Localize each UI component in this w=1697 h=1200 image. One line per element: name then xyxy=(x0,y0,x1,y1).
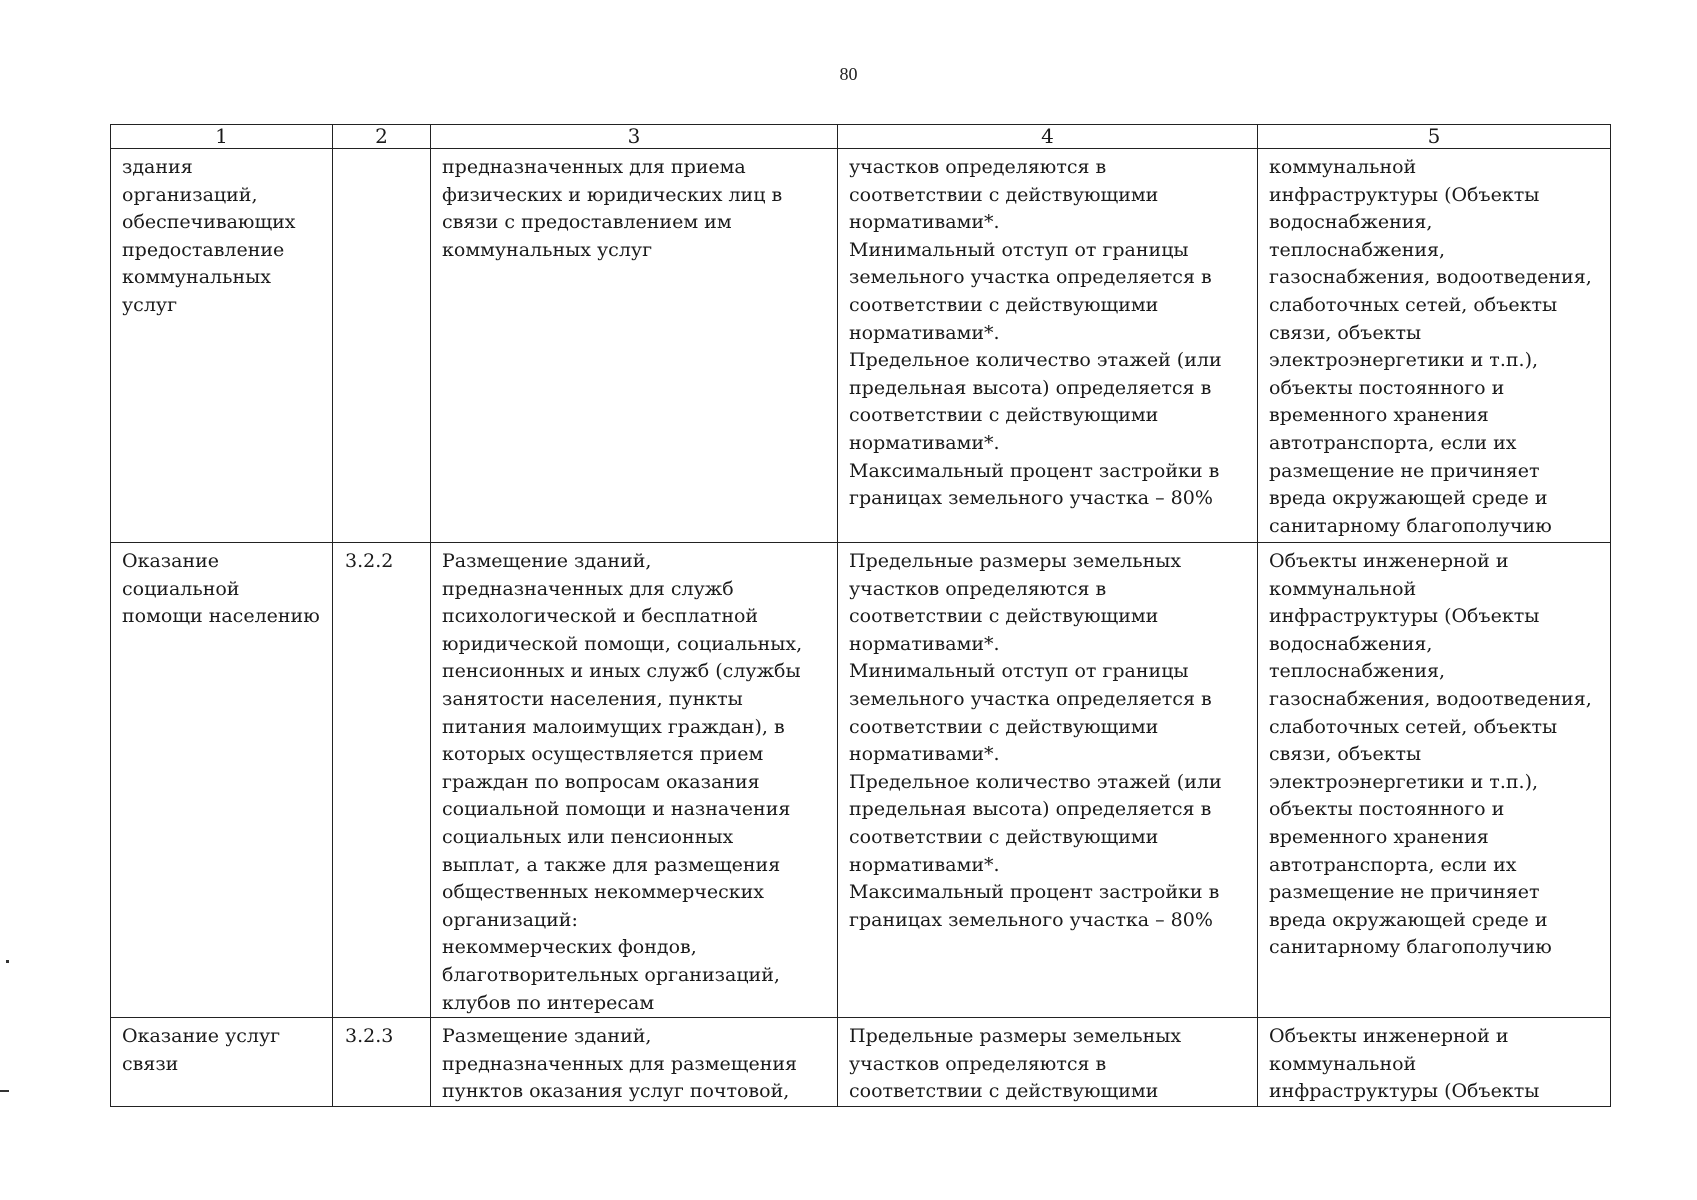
table-row xyxy=(111,1018,1611,1107)
header-cell: 2 xyxy=(333,125,431,149)
header-cell: 4 xyxy=(838,125,1258,149)
auxiliary-uses-cell: Объекты инженерной и коммунальной инфраструктуры (Объекты водоснабжения, теплоснабжения, газоснабжения, водоотведения, слаботочных сетей, объекты связи, объекты электроэнергетики и т.п.), объекты постоянного и временного хранения автотранспорта, если их размещение не причиняет вреда окружающей среде и санитарному благополучию xyxy=(1258,543,1611,1018)
use-code-cell: 3.2.3 xyxy=(333,1018,431,1107)
page-number: 80 xyxy=(839,64,858,84)
scan-margin-dot xyxy=(6,960,9,963)
header-cell: 1 xyxy=(111,125,333,149)
auxiliary-uses-cell: коммунальной инфраструктуры (Объекты водоснабжения, теплоснабжения, газоснабжения, водоотведения, слаботочных сетей, объекты связи, объекты электроэнергетики и т.п.), объекты постоянного и временного хранения автотранспорта, если их размещение не причиняет вреда окружающей среде и санитарному благополучию xyxy=(1258,149,1611,543)
zoning-table xyxy=(110,124,1611,1107)
use-description-cell: предназначенных для приема физических и юридических лиц в связи с предоставлением им коммунальных услуг xyxy=(431,149,838,543)
header-cell: 3 xyxy=(431,125,838,149)
use-type-name-cell: Оказание услуг связи xyxy=(111,1018,333,1107)
use-description-cell: Размещение зданий, предназначенных для служб психологической и бесплатной юридической помощи, социальных, пенсионных и иных служб (службы занятости населения, пункты питания малоимущих граждан), в которых осуществляется прием граждан по вопросам оказания социальной помощи и назначения социальных или пенсионных выплат, а также для размещения общественных некоммерческих организаций: некоммерческих фондов, благотворительных организаций, клубов по интересам xyxy=(431,543,838,1018)
use-type-name-cell: Оказание социальной помощи населению xyxy=(111,543,333,1018)
table-header-row xyxy=(111,125,1611,149)
use-code-cell: 3.2.2 xyxy=(333,543,431,1018)
parameters-cell: участков определяются в соответствии с действующими нормативами*. Минимальный отступ от границы земельного участка определяется в соответствии с действующими нормативами*. Предельное количество этажей (или предельная высота) определяется в соответствии с действующими нормативами*. Максимальный процент застройки в границах земельного участка – 80% xyxy=(838,149,1258,543)
use-code-cell xyxy=(333,149,431,543)
auxiliary-uses-cell: Объекты инженерной и коммунальной инфраструктуры (Объекты xyxy=(1258,1018,1611,1107)
scan-margin-dash xyxy=(0,1090,9,1092)
header-cell: 5 xyxy=(1258,125,1611,149)
table-row xyxy=(111,149,1611,543)
use-description-cell: Размещение зданий, предназначенных для размещения пунктов оказания услуг почтовой, xyxy=(431,1018,838,1107)
parameters-cell: Предельные размеры земельных участков определяются в соответствии с действующими xyxy=(838,1018,1258,1107)
use-type-name-cell: здания организаций, обеспечивающих предоставление коммунальных услуг xyxy=(111,149,333,543)
parameters-cell: Предельные размеры земельных участков определяются в соответствии с действующими нормативами*. Минимальный отступ от границы земельного участка определяется в соответствии с действующими нормативами*. Предельное количество этажей (или предельная высота) определяется в соответствии с действующими нормативами*. Максимальный процент застройки в границах земельного участка – 80% xyxy=(838,543,1258,1018)
table-row xyxy=(111,543,1611,1018)
